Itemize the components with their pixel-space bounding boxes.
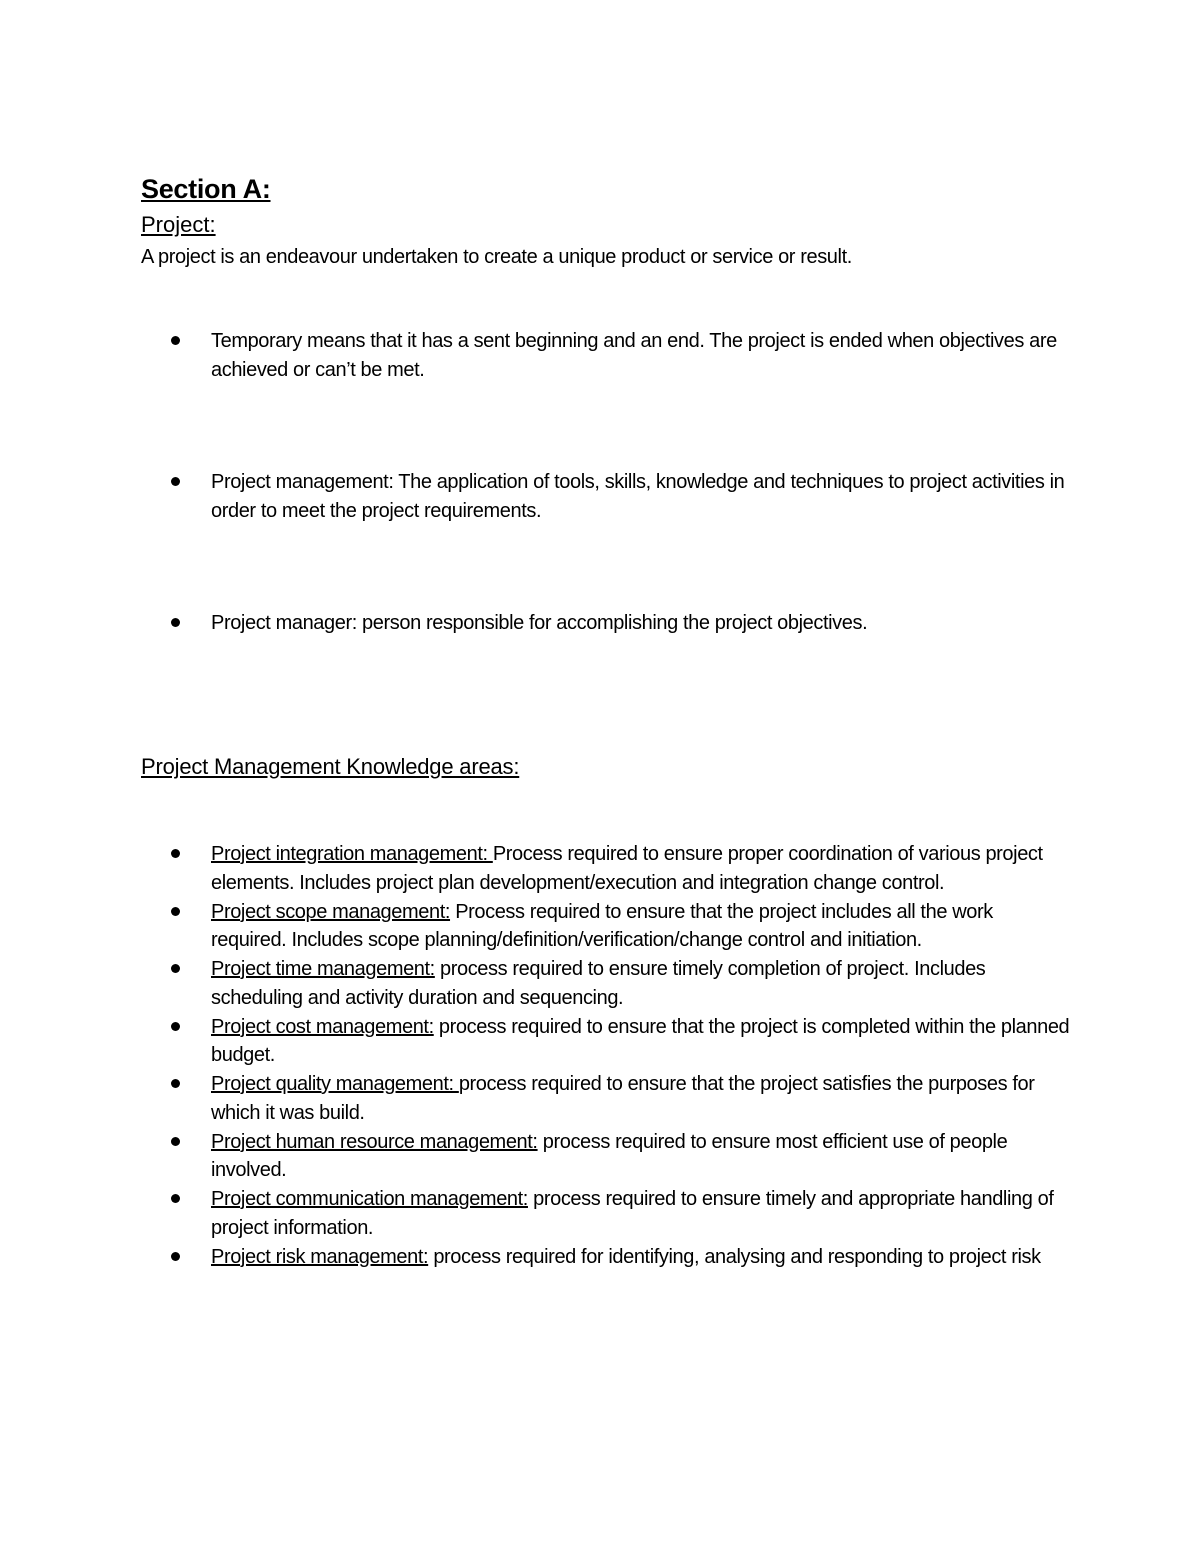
knowledge-area-time	[211, 955, 1071, 1013]
project-heading: Project:	[141, 212, 216, 237]
bullet-icon	[171, 964, 180, 973]
bullet-text: Temporary means that it has a sent beginning and an end. The project is ended when objectives are achieved or can’t be met.	[211, 330, 1057, 381]
bullet-icon	[171, 477, 180, 486]
knowledge-area-communication	[211, 1185, 1071, 1243]
project-bullet-manager	[211, 609, 1071, 638]
bullet-icon	[171, 1137, 180, 1146]
knowledge-area-term: Project quality management:	[211, 1073, 459, 1095]
project-definition: A project is an endeavour undertaken to create a unique product or service or result.	[141, 246, 852, 268]
knowledge-area-scope	[211, 898, 1071, 956]
knowledge-area-description: process required to ensure timely completion of project. Includes scheduling and activity duration and sequencing.	[211, 958, 986, 1009]
knowledge-area-term: Project cost management:	[211, 1015, 434, 1038]
knowledge-areas-list	[211, 840, 1071, 1271]
knowledge-area-description: process required for identifying, analysing and responding to project risk	[428, 1245, 1041, 1268]
knowledge-area-term: Project human resource management:	[211, 1130, 538, 1153]
knowledge-area-term: Project scope management:	[211, 900, 451, 923]
knowledge-area-description: process required to ensure timely and appropriate handling of project information.	[211, 1188, 1054, 1239]
bullet-icon	[171, 618, 180, 627]
bullet-icon	[171, 1022, 180, 1031]
bullet-text: Project manager: person responsible for accomplishing the project objectives.	[211, 612, 868, 634]
knowledge-area-description: Process required to ensure proper coordination of various project elements. Includes project plan development/execution and integration change control.	[211, 843, 1043, 894]
bullet-text: Project management: The application of tools, skills, knowledge and techniques to project activities in order to meet the project requirements.	[211, 471, 1065, 522]
knowledge-area-description: process required to ensure that the project is completed within the planned budget.	[211, 1015, 1070, 1067]
section-title: Section A:	[141, 174, 271, 204]
bullet-icon	[171, 907, 180, 916]
project-bullet-temporary	[211, 327, 1071, 384]
knowledge-area-description: Process required to ensure that the project includes all the work required. Includes scope planning/definition/verification/change control and initiation.	[211, 900, 993, 952]
knowledge-area-description: process required to ensure that the project satisfies the purposes for which it was build.	[211, 1073, 1035, 1124]
knowledge-area-term: Project time management:	[211, 958, 435, 980]
knowledge-area-risk	[211, 1243, 1071, 1272]
knowledge-area-term: Project integration management:	[211, 843, 493, 865]
knowledge-area-cost	[211, 1013, 1071, 1071]
knowledge-areas-heading: Project Management Knowledge areas:	[141, 754, 520, 779]
project-bullet-management	[211, 468, 1071, 525]
knowledge-area-quality	[211, 1070, 1071, 1128]
bullet-icon	[171, 1252, 180, 1261]
bullet-icon	[171, 1194, 180, 1203]
bullet-icon	[171, 849, 180, 858]
bullet-icon	[171, 336, 180, 345]
knowledge-area-term: Project risk management:	[211, 1245, 429, 1268]
knowledge-area-human-resource	[211, 1128, 1071, 1186]
knowledge-area-description: process required to ensure most efficient use of people involved.	[211, 1130, 1008, 1182]
knowledge-area-term: Project communication management:	[211, 1188, 528, 1210]
bullet-icon	[171, 1079, 180, 1088]
knowledge-area-integration	[211, 840, 1071, 898]
